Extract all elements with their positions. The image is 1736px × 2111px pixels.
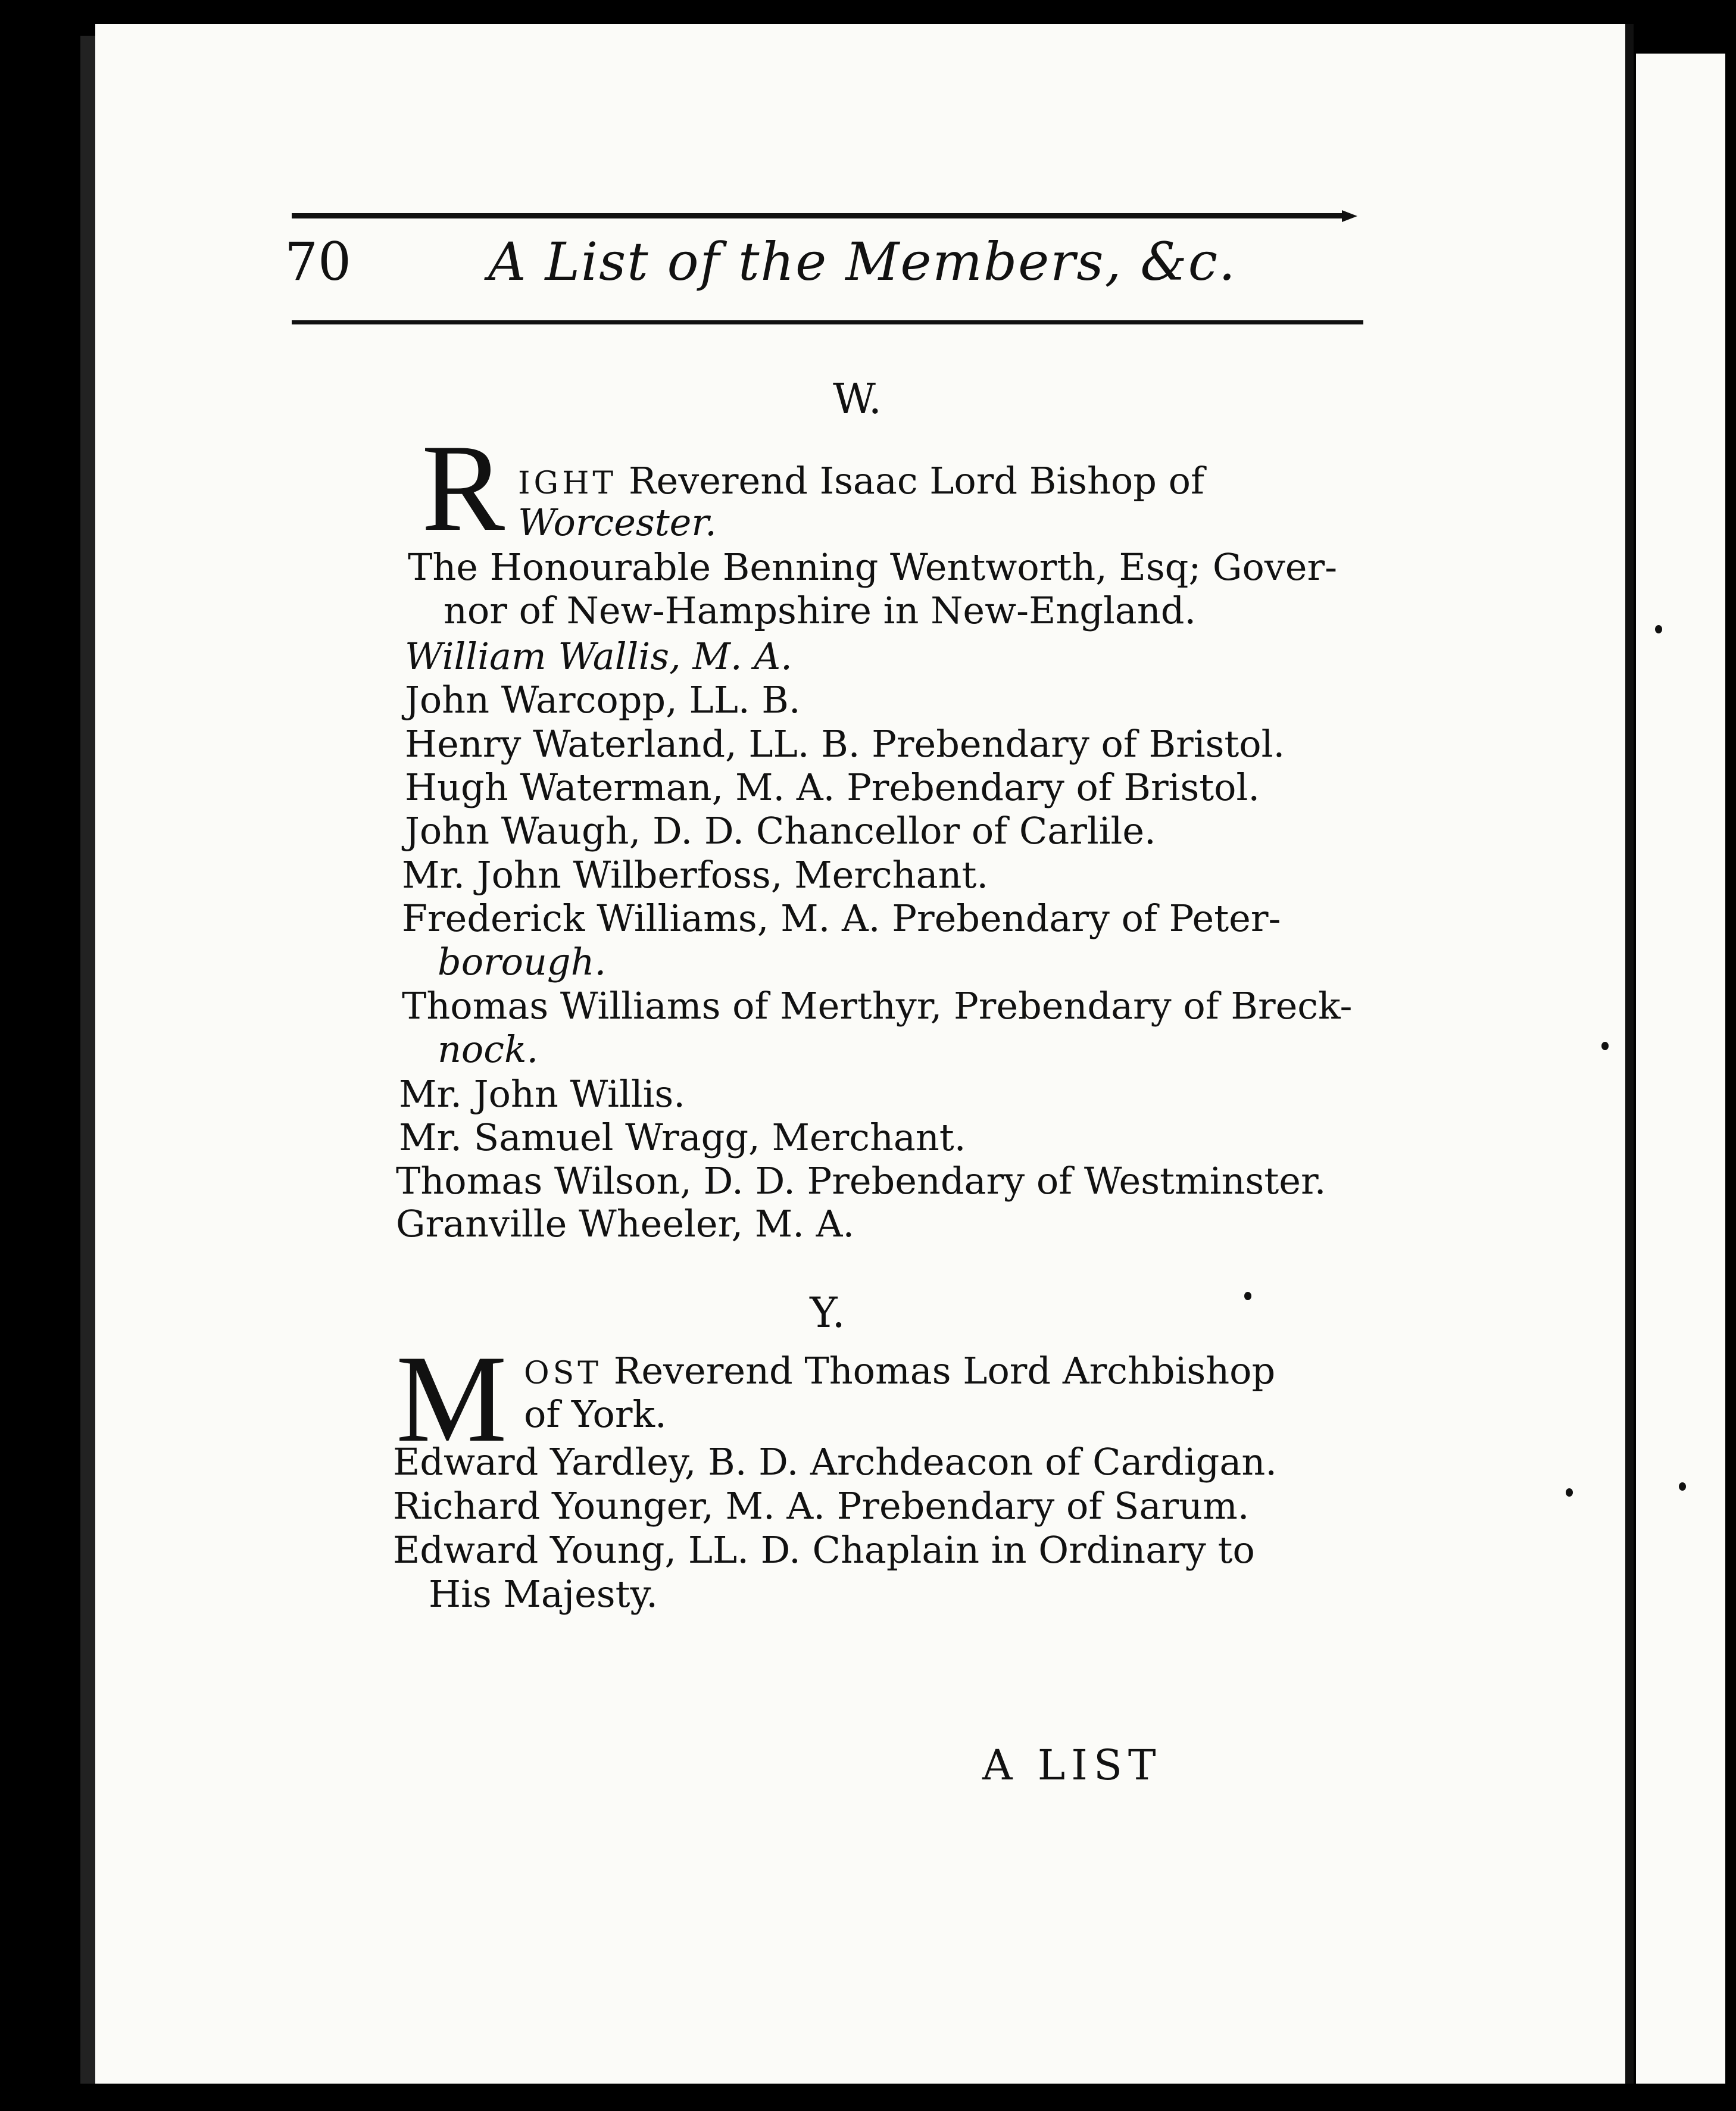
entry-first-w-line2: Worcester. (518, 501, 717, 544)
entry-y-3-line1: Edward Young, LL. D. Chaplain in Ordinary to (393, 1528, 1255, 1572)
entry-first-y-line2: of York. (524, 1392, 667, 1436)
entry-text: Reverend Thomas Lord Archbishop (601, 1349, 1276, 1392)
entry-y-1: Edward Yardley, B. D. Archdeacon of Cardigan. (393, 1440, 1277, 1484)
header-rule-bottom (292, 320, 1363, 324)
dropcap-r: R (421, 419, 505, 557)
entry-w-1-line1: The Honourable Benning Wentworth, Esq; Gover- (408, 545, 1338, 589)
entry-w-11: Mr. Samuel Wragg, Merchant. (399, 1116, 966, 1159)
entry-w-6: John Waugh, D. D. Chancellor of Carlile. (405, 809, 1156, 852)
ink-speck (1601, 1042, 1609, 1050)
ink-speck (1655, 625, 1662, 633)
entry-w-8-line2: borough. (438, 940, 607, 983)
entry-y-3-line2: His Majesty. (429, 1572, 658, 1616)
entry-w-1-line2: nor of New-Hampshire in New-England. (444, 589, 1197, 632)
entry-w-9-line2: nock. (438, 1028, 539, 1071)
entry-w-13: Granville Wheeler, M. A. (396, 1202, 855, 1245)
entry-w-3: John Warcopp, LL. B. (405, 678, 801, 722)
section-letter-w: W. (833, 374, 882, 423)
ink-speck (1566, 1488, 1573, 1497)
entry-w-12: Thomas Wilson, D. D. Prebendary of Westminster. (396, 1159, 1326, 1203)
dropcap-m: M (396, 1330, 507, 1468)
section-letter-y: Y. (810, 1288, 845, 1337)
entry-first-w-line1 (518, 458, 1204, 506)
entry-w-9-line1: Thomas Williams of Merthyr, Prebendary of Breck- (402, 984, 1353, 1028)
entry-w-10: Mr. John Willis. (399, 1072, 685, 1116)
entry-y-2: Richard Younger, M. A. Prebendary of Sarum. (393, 1484, 1250, 1528)
facing-page-edge (1636, 54, 1725, 2084)
header-rule-top (292, 213, 1345, 218)
running-title: A List of the Members, &c. (488, 231, 1237, 292)
entry-lead-word: OST (524, 1356, 602, 1391)
catchword: A LIST (982, 1741, 1162, 1790)
entry-w-8-line1: Frederick Williams, M. A. Prebendary of Peter- (402, 897, 1281, 940)
page-content (95, 24, 1625, 2084)
ink-speck (1679, 1482, 1686, 1491)
entry-text: Reverend Isaac Lord Bishop of (617, 459, 1204, 502)
entry-w-4: Henry Waterland, LL. B. Prebendary of Bristol. (405, 722, 1285, 766)
entry-w-7: Mr. John Wilberfoss, Merchant. (402, 853, 989, 897)
entry-lead-word: IGHT (518, 466, 617, 501)
book-page (95, 24, 1634, 2084)
page-number: 70 (285, 231, 351, 292)
ink-speck (1244, 1292, 1251, 1300)
entry-w-5: Hugh Waterman, M. A. Prebendary of Bristol. (405, 766, 1260, 809)
entry-first-y-line1 (524, 1348, 1275, 1396)
entry-w-2: William Wallis, M. A. (405, 635, 792, 678)
